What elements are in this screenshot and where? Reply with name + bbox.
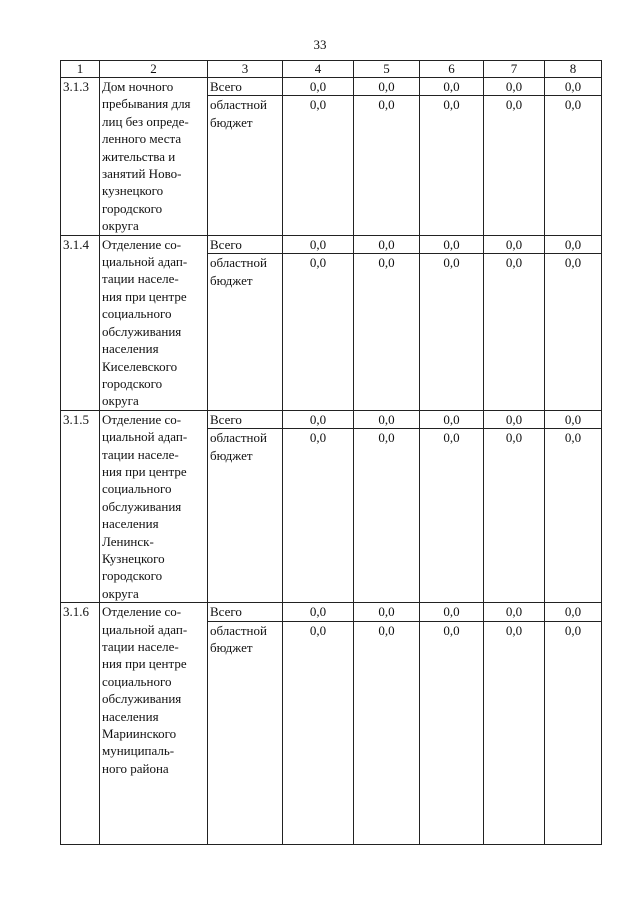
funding-source-label: Всего [210, 411, 242, 427]
row-name: Отделение со- циальной адап- тации населе- ния при центре социального обслуживания населения Мариинского муниципаль- ного района [102, 604, 188, 776]
header-cell: 5 [354, 61, 420, 78]
row-name-cell [100, 410, 208, 602]
funding-source-cell [208, 621, 283, 844]
value-cell: 0,0 [420, 603, 484, 621]
page-number: 33 [313, 37, 327, 52]
value-cell: 0,0 [283, 78, 354, 96]
funding-source-label: областной бюджет [210, 622, 267, 655]
row-name-cell [100, 78, 208, 236]
value-cell: 0,0 [354, 621, 420, 844]
row-name-cell [100, 603, 208, 844]
header-row [61, 61, 602, 78]
funding-source-cell [208, 96, 283, 235]
value-cell: 0,0 [354, 254, 420, 411]
header-cell: 4 [283, 61, 354, 78]
value-cell: 0,0 [283, 621, 354, 844]
value-cell: 0,0 [420, 621, 484, 844]
value-cell: 0,0 [545, 603, 602, 621]
row-name: Отделение со- циальной адап- тации населе- ния при центре социального обслуживания населения Ленинск- Кузнецкого городского округа [102, 411, 188, 601]
table-row [61, 410, 602, 429]
value-cell: 0,0 [354, 96, 420, 235]
table-row [61, 78, 602, 96]
value-cell: 0,0 [354, 603, 420, 621]
value-cell: 0,0 [484, 621, 545, 844]
value-cell: 0,0 [420, 235, 484, 253]
value-cell: 0,0 [484, 78, 545, 96]
header-cell: 2 [100, 61, 208, 78]
value-cell: 0,0 [283, 603, 354, 621]
row-code: 3.1.5 [61, 410, 100, 602]
funding-source-label: областной бюджет [210, 255, 267, 288]
funding-source-label: областной бюджет [210, 430, 267, 463]
funding-source-cell [208, 235, 283, 253]
value-cell: 0,0 [420, 410, 484, 429]
value-cell: 0,0 [283, 96, 354, 235]
funding-source-cell [208, 410, 283, 429]
value-cell: 0,0 [354, 78, 420, 96]
row-code: 3.1.3 [61, 78, 100, 236]
row-name: Дом ночного пребывания для лиц без опреде- ленного места жительства и занятий Ново- кузнецкого городского округа [102, 79, 191, 234]
value-cell: 0,0 [484, 429, 545, 603]
value-cell: 0,0 [545, 235, 602, 253]
value-cell: 0,0 [354, 410, 420, 429]
funding-source-cell [208, 429, 283, 603]
value-cell: 0,0 [545, 96, 602, 235]
funding-source-label: Всего [210, 604, 242, 620]
value-cell: 0,0 [283, 235, 354, 253]
table-row [61, 603, 602, 621]
header-cell: 3 [208, 61, 283, 78]
value-cell: 0,0 [283, 429, 354, 603]
value-cell: 0,0 [484, 235, 545, 253]
value-cell: 0,0 [354, 235, 420, 253]
funding-source-label: Всего [210, 236, 242, 252]
value-cell: 0,0 [484, 254, 545, 411]
value-cell: 0,0 [420, 78, 484, 96]
value-cell: 0,0 [283, 410, 354, 429]
value-cell: 0,0 [420, 254, 484, 411]
value-cell: 0,0 [420, 96, 484, 235]
value-cell: 0,0 [484, 603, 545, 621]
row-code: 3.1.4 [61, 235, 100, 410]
funding-source-label: Всего [210, 79, 242, 94]
header-cell: 6 [420, 61, 484, 78]
value-cell: 0,0 [545, 621, 602, 844]
budget-table [60, 60, 602, 845]
value-cell: 0,0 [545, 254, 602, 411]
row-name: Отделение со- циальной адап- тации населе- ния при центре социального обслуживания населения Киселевского городского округа [102, 236, 188, 409]
table-body [61, 61, 602, 845]
value-cell: 0,0 [283, 254, 354, 411]
value-cell: 0,0 [545, 410, 602, 429]
table-row [61, 235, 602, 253]
row-code: 3.1.6 [61, 603, 100, 844]
value-cell: 0,0 [545, 429, 602, 603]
funding-source-cell [208, 78, 283, 96]
row-name-cell [100, 235, 208, 410]
header-cell: 7 [484, 61, 545, 78]
funding-source-cell [208, 254, 283, 411]
header-cell: 8 [545, 61, 602, 78]
header-cell: 1 [61, 61, 100, 78]
value-cell: 0,0 [354, 429, 420, 603]
funding-source-cell [208, 603, 283, 621]
value-cell: 0,0 [420, 429, 484, 603]
value-cell: 0,0 [484, 96, 545, 235]
funding-source-label: областной бюджет [210, 97, 267, 130]
value-cell: 0,0 [545, 78, 602, 96]
value-cell: 0,0 [484, 410, 545, 429]
